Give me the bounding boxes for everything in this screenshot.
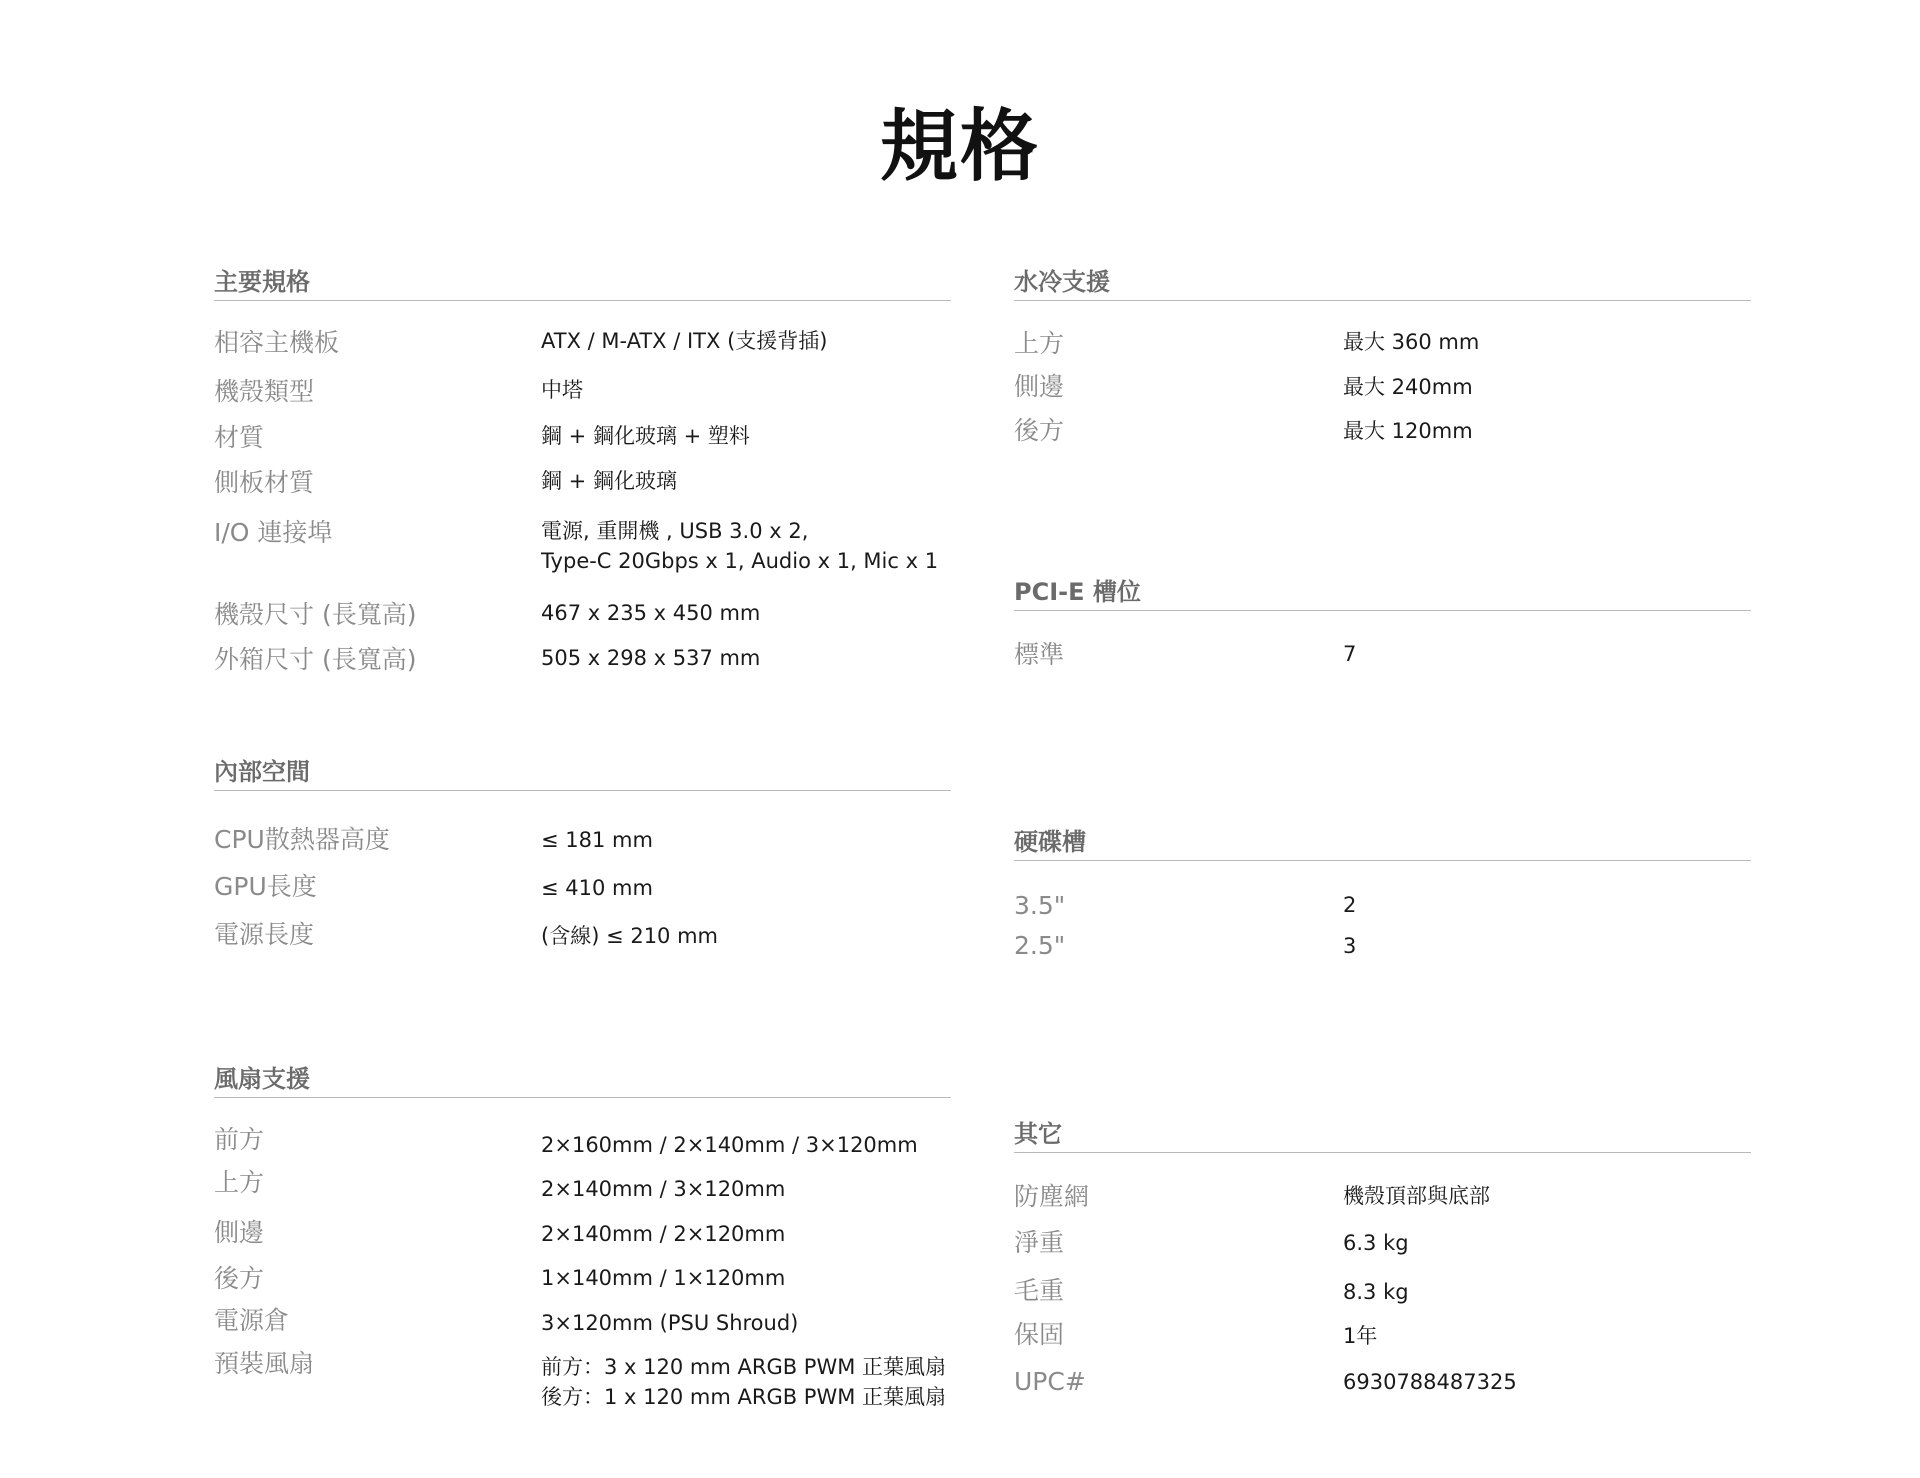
spec-value	[1343, 417, 1473, 447]
spec-value-line: 最大 120mm	[1343, 419, 1473, 443]
section-heading-main-specs: 主要規格	[214, 270, 951, 301]
spec-label: 上方	[1014, 329, 1065, 358]
spec-label: 標準	[1014, 640, 1065, 669]
spec-value-line: 6930788487325	[1343, 1370, 1517, 1394]
spec-label: I/O 連接埠	[214, 518, 333, 547]
spec-label: 毛重	[1014, 1276, 1065, 1305]
spec-value-line: 前方：3 x 120 mm ARGB PWM 正葉風扇	[541, 1355, 947, 1379]
spec-label: 電源長度	[214, 920, 315, 949]
spec-value	[1343, 1322, 1377, 1352]
spec-value	[1343, 932, 1356, 962]
spec-value	[541, 874, 653, 904]
spec-value-line: 467 x 235 x 450 mm	[541, 601, 761, 625]
spec-label: 上方	[214, 1168, 265, 1197]
spec-label: 3.5"	[1014, 891, 1066, 920]
section-heading-internal-space: 內部空間	[214, 760, 951, 791]
spec-label: 淨重	[1014, 1228, 1065, 1257]
spec-label: 前方	[214, 1125, 265, 1154]
spec-value	[1343, 1182, 1490, 1212]
spec-value	[541, 1175, 785, 1205]
spec-value-line: 鋼 + 鋼化玻璃	[541, 469, 677, 493]
spec-label: 防塵網	[1014, 1182, 1090, 1211]
spec-value-line: 電源, 重開機 , USB 3.0 x 2,	[541, 519, 809, 543]
spec-value-line: 最大 240mm	[1343, 375, 1473, 399]
spec-value-line: 2×140mm / 3×120mm	[541, 1177, 786, 1201]
spec-value	[1343, 1278, 1409, 1308]
spec-value	[541, 422, 750, 452]
spec-value	[541, 1131, 918, 1161]
spec-value	[1343, 373, 1473, 403]
spec-value	[541, 376, 583, 406]
spec-value-line: Type-C 20Gbps x 1, Audio x 1, Mic x 1	[541, 548, 939, 573]
spec-value	[541, 1353, 946, 1413]
spec-value-line: 2×140mm / 2×120mm	[541, 1222, 786, 1246]
spec-value-line: (含線) ≤ 210 mm	[541, 924, 719, 948]
spec-label: 外箱尺寸 (長寬高)	[214, 645, 417, 674]
section-heading-liquid-cooling: 水冷支援	[1014, 270, 1751, 301]
spec-label: 預裝風扇	[214, 1349, 315, 1378]
spec-value	[541, 1309, 798, 1339]
section-drive-bays	[1014, 828, 1751, 960]
spec-value-line: ATX / M-ATX / ITX (支援背插)	[541, 329, 828, 353]
spec-value	[1343, 640, 1356, 670]
spec-value	[1343, 891, 1356, 921]
spec-value	[541, 1264, 785, 1294]
spec-label: 機殼尺寸 (長寬高)	[214, 600, 417, 629]
spec-value-line: 2	[1343, 893, 1357, 917]
spec-value-line: ≤ 410 mm	[541, 876, 653, 900]
spec-label: UPC#	[1014, 1367, 1086, 1396]
spec-label: 側邊	[1014, 372, 1065, 401]
spec-value	[1343, 1229, 1409, 1259]
spec-value-line: 1×140mm / 1×120mm	[541, 1266, 786, 1290]
spec-value-line: 3	[1343, 934, 1357, 958]
section-heading-other: 其它	[1014, 1122, 1751, 1153]
spec-label: 後方	[214, 1264, 265, 1293]
spec-label: 後方	[1014, 416, 1065, 445]
spec-value	[1343, 328, 1479, 358]
spec-label: 2.5"	[1014, 931, 1066, 960]
spec-label: 電源倉	[214, 1306, 290, 1335]
spec-value	[1343, 1368, 1517, 1398]
section-heading-pcie-slots: PCI-E 槽位	[1014, 580, 1751, 611]
section-main-specs	[214, 268, 951, 674]
spec-value-line: 505 x 298 x 537 mm	[541, 646, 761, 670]
spec-label: GPU長度	[214, 872, 317, 901]
spec-label: 材質	[214, 423, 265, 452]
spec-value	[541, 644, 760, 674]
spec-value	[541, 467, 677, 497]
spec-value	[541, 922, 718, 952]
section-internal-space	[214, 758, 951, 949]
spec-value-line: 6.3 kg	[1343, 1231, 1409, 1255]
spec-label: 保固	[1014, 1320, 1065, 1349]
spec-label: 側邊	[214, 1218, 265, 1247]
section-fan-support	[214, 1065, 951, 1409]
spec-label: 側板材質	[214, 468, 315, 497]
spec-label: 相容主機板	[214, 328, 340, 357]
spec-value	[541, 517, 938, 577]
spec-value	[541, 599, 760, 629]
section-heading-drive-bays: 硬碟槽	[1014, 830, 1751, 861]
spec-value-line: 7	[1343, 642, 1357, 666]
spec-label: CPU散熱器高度	[214, 825, 390, 854]
spec-value-line: 2×160mm / 2×140mm / 3×120mm	[541, 1133, 918, 1157]
page-title: 規格	[879, 102, 1040, 192]
section-heading-fan-support: 風扇支援	[214, 1067, 951, 1098]
spec-value-line: 3×120mm (PSU Shroud)	[541, 1311, 799, 1335]
spec-value-line: 中塔	[541, 378, 583, 402]
spec-value	[541, 327, 827, 357]
spec-value-line: 最大 360 mm	[1343, 330, 1480, 354]
spec-value-line: 後方：1 x 120 mm ARGB PWM 正葉風扇	[541, 1384, 947, 1409]
spec-value-line: 1年	[1343, 1324, 1378, 1348]
spec-value	[541, 826, 653, 856]
section-other	[1014, 1120, 1751, 1396]
spec-value-line: 8.3 kg	[1343, 1280, 1409, 1304]
section-pcie-slots	[1014, 578, 1751, 669]
spec-label: 機殼類型	[214, 377, 315, 406]
spec-value-line: 機殼頂部與底部	[1343, 1184, 1490, 1208]
spec-value-line: ≤ 181 mm	[541, 828, 653, 852]
spec-value-line: 鋼 + 鋼化玻璃 + 塑料	[541, 424, 750, 448]
section-liquid-cooling	[1014, 268, 1751, 445]
spec-value	[541, 1220, 785, 1250]
